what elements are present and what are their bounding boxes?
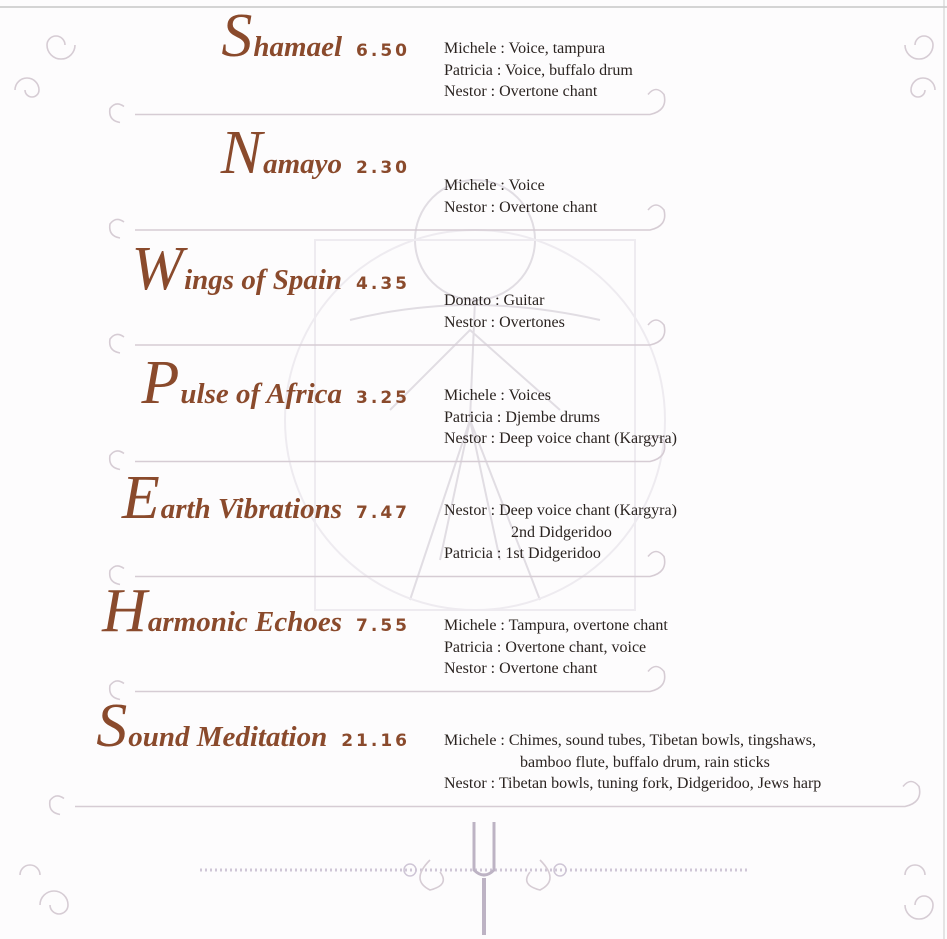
credit-line: bamboo flute, buffalo drum, rain sticks [520, 753, 770, 771]
track-title-rest: ulse of Africa [180, 378, 343, 410]
track-title-rest: ound Meditation [128, 721, 328, 753]
track-title-rest: hamael [253, 31, 343, 63]
credit-line: Nestor : Deep voice chant (Kargyra) [444, 502, 677, 519]
credit-line: Patricia : 1st Didgeridoo [444, 545, 601, 562]
credit-line: 2nd Didgeridoo [511, 523, 612, 541]
track-credits [444, 730, 821, 795]
track-duration: 2.30 [356, 158, 410, 178]
credit-line: Michele : Chimes, sound tubes, Tibetan bowls, tingshaws, [444, 732, 816, 749]
credit-line: Michele : Tampura, overtone chant [444, 617, 668, 634]
credit-line: Patricia : Voice, buffalo drum [444, 61, 633, 79]
track-duration: 7.47 [356, 503, 410, 523]
track-title-initial: P [141, 349, 180, 417]
credit-line: Nestor : Overtone chant [444, 83, 598, 100]
credit-line: Nestor : Overtone chant [444, 198, 598, 216]
credit-line: Patricia : Overtone chant, voice [444, 638, 647, 656]
credit-line: Nestor : Overtone chant [444, 660, 598, 677]
track-title-initial: H [102, 577, 147, 645]
track-title-initial: E [121, 464, 160, 532]
credit-line: Patricia : Djembe drums [444, 408, 600, 426]
track-duration: 6.50 [356, 41, 410, 61]
track-duration: 4.35 [356, 274, 410, 294]
track-duration: 7.55 [356, 616, 410, 636]
track-title-initial: S [221, 2, 253, 70]
credit-line: Nestor : Overtones [444, 313, 565, 331]
credit-line: Nestor : Deep voice chant (Kargyra) [444, 430, 677, 447]
track-title [96, 692, 410, 760]
credit-line: Michele : Voices [444, 387, 551, 404]
track-title-initial: N [220, 119, 263, 187]
track-title-rest: arth Vibrations [160, 493, 343, 525]
track-duration: 21.16 [341, 731, 410, 751]
track-title-rest: amayo [263, 148, 343, 180]
track-title-rest: armonic Echoes [147, 606, 343, 638]
credit-line: Donato : Guitar [444, 292, 545, 309]
credit-line: Nestor : Tibetan bowls, tuning fork, Didgeridoo, Jews harp [444, 775, 822, 792]
credit-line: Michele : Voice [444, 177, 545, 194]
track-title-initial: W [131, 235, 184, 303]
track-duration: 3.25 [356, 388, 410, 408]
track-title-initial: S [96, 692, 128, 760]
track-title-rest: ings of Spain [184, 264, 343, 296]
credit-line: Michele : Voice, tampura [444, 40, 606, 57]
